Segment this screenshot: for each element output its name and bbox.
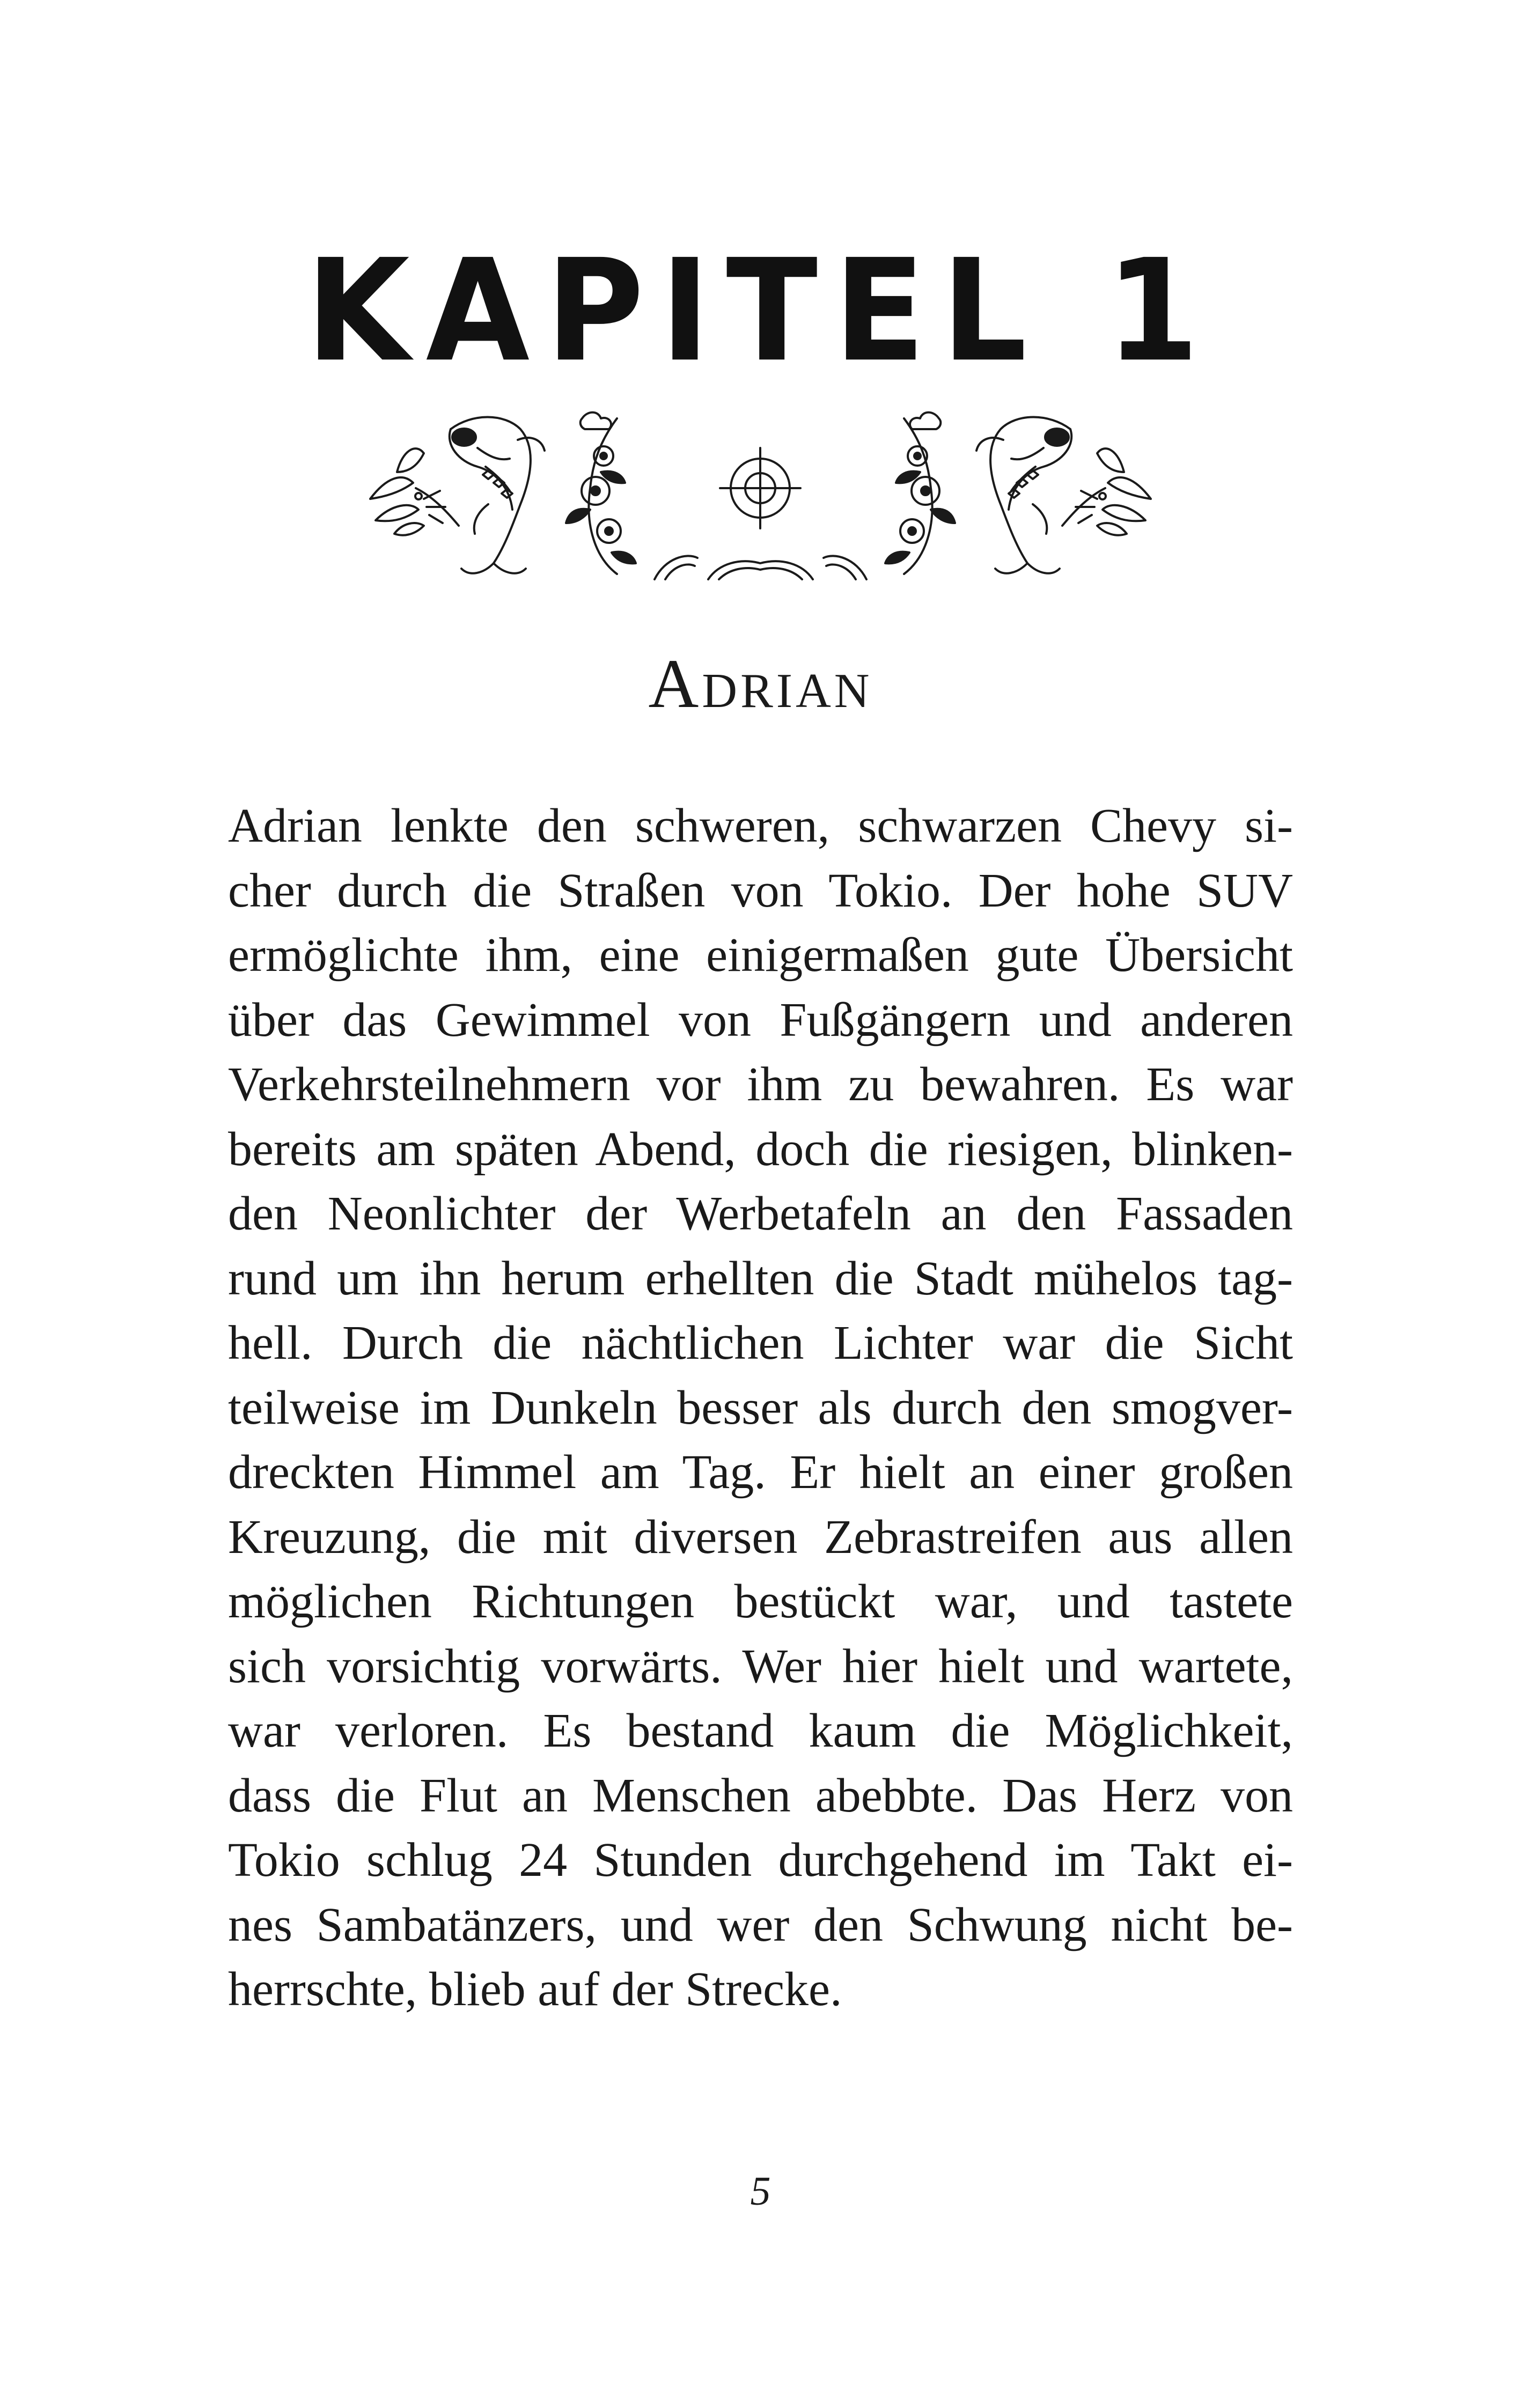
chapter-body-text: [228, 794, 1293, 2022]
text-line: dreckten Himmel am Tag. Er hielt an einer großen: [228, 1446, 1293, 1499]
lily-flower-icon: [370, 448, 459, 535]
text-line: nes Sambatänzers, und wer den Schwung nicht be-: [228, 1898, 1293, 1952]
text-line: ermöglichte ihm, eine einigermaßen gute Übersicht: [228, 929, 1293, 982]
koi-fish-icon: [450, 417, 545, 573]
text-line: Verkehrsteilnehmern vor ihm zu bewahren. Es war: [228, 1058, 1293, 1111]
text-line: Tokio schlug 24 Stunden durchgehend im Takt ei-: [228, 1833, 1293, 1887]
crosshair-icon: [720, 448, 800, 528]
text-line: dass die Flut an Menschen abebbte. Das Herz von: [228, 1769, 1293, 1822]
text-line: Adrian lenkte den schweren, schwarzen Chevy si-: [228, 799, 1293, 852]
text-line: teilweise im Dunkeln besser als durch den smogver-: [228, 1381, 1293, 1434]
text-line: den Neonlichter der Werbetafeln an den Fassaden: [228, 1187, 1293, 1240]
text-line: war verloren. Es bestand kaum die Möglichkeit,: [228, 1704, 1293, 1757]
text-line: bereits am späten Abend, doch die riesigen, blinken-: [228, 1122, 1293, 1176]
text-line: cher durch die Straßen von Tokio. Der hohe SUV: [228, 864, 1293, 917]
koi-fish-and-floral-ornament-icon: [365, 397, 1156, 585]
wave-pattern-icon: [655, 556, 866, 579]
text-line: rund um ihn herum erhellten die Stadt mühelos tag-: [228, 1251, 1293, 1305]
text-line: über das Gewimmel von Fußgängern und anderen: [228, 993, 1293, 1047]
text-line: herrschte, blieb auf der Strecke.: [228, 1963, 842, 2016]
koi-fish-icon: [976, 417, 1071, 573]
flower-branch-icon: [885, 413, 955, 574]
page-number: 5: [750, 2169, 771, 2214]
chapter-title: KAPITEL 1: [305, 229, 1216, 393]
character-heading: Adrian: [648, 645, 873, 723]
text-line: sich vorsichtig vorwärts. Wer hier hielt und wartete,: [228, 1639, 1293, 1693]
lily-flower-icon: [1062, 448, 1151, 535]
text-line: Kreuzung, die mit diversen Zebrastreifen aus allen: [228, 1510, 1293, 1564]
text-line: hell. Durch die nächtlichen Lichter war die Sicht: [228, 1316, 1293, 1369]
flower-branch-icon: [566, 413, 636, 574]
text-line: möglichen Richtungen bestückt war, und tastete: [228, 1575, 1293, 1628]
